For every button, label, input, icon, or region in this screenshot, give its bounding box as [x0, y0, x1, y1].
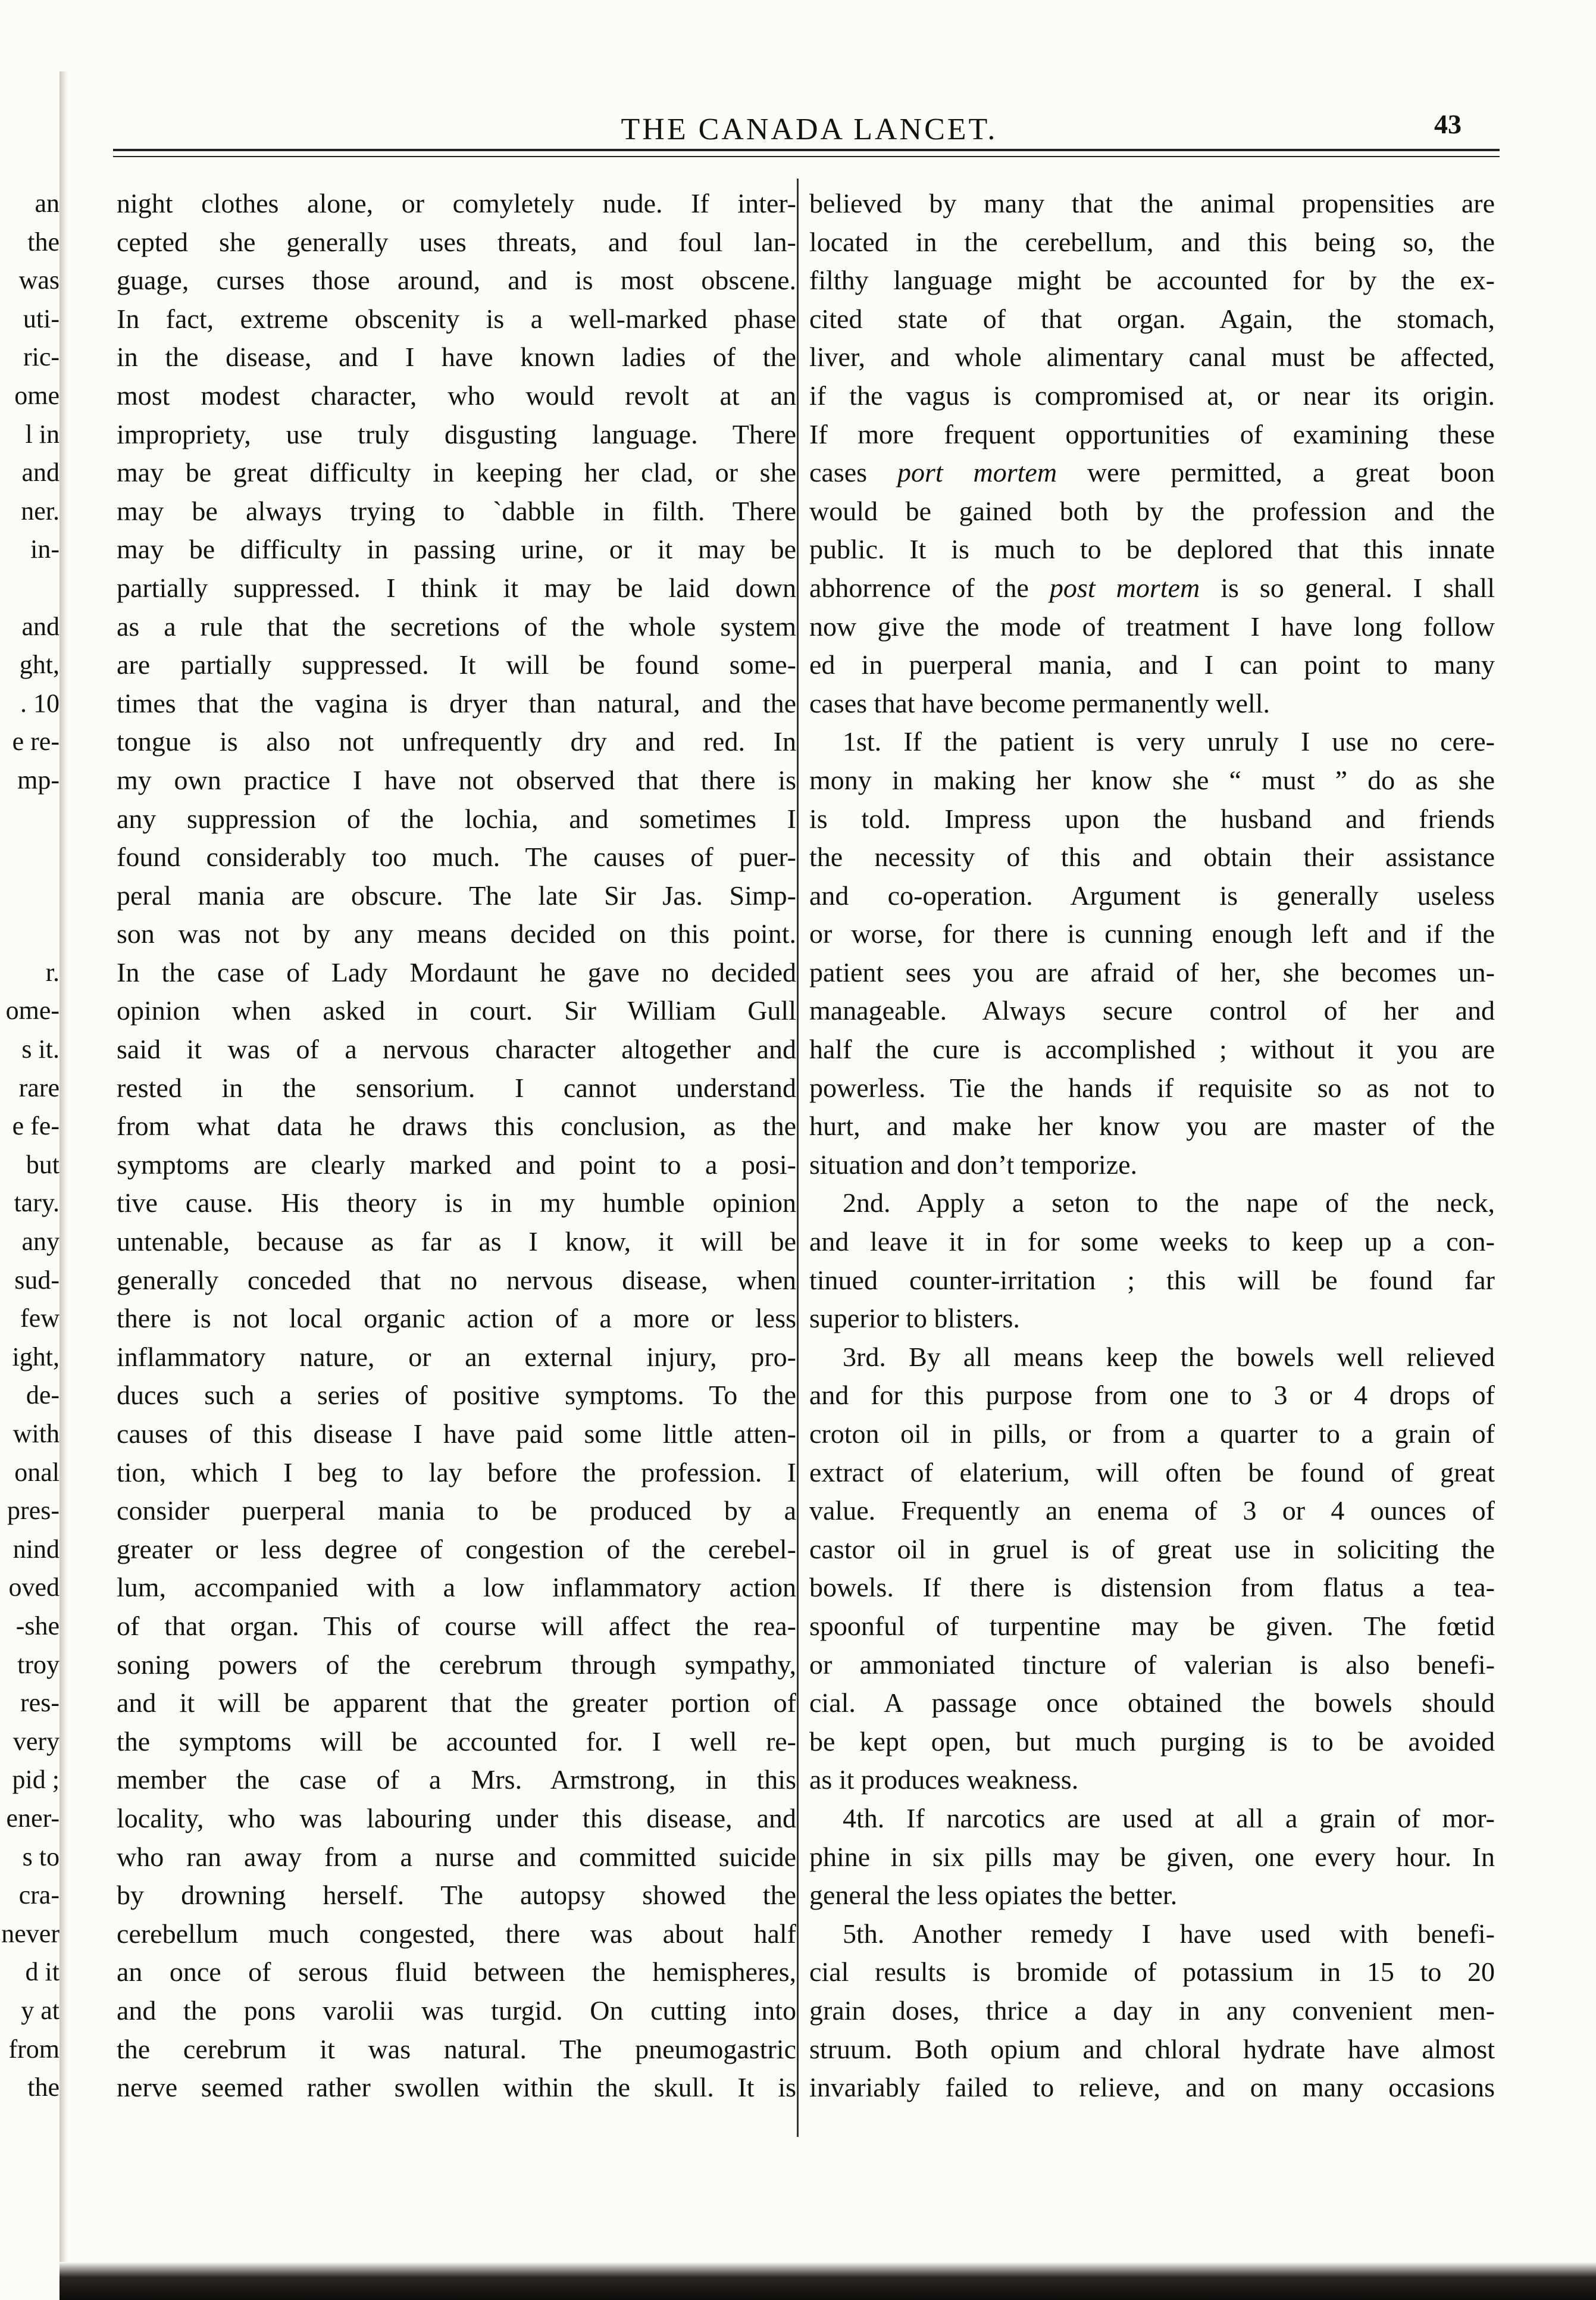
text-line: night clothes alone, or comyletely nude. If inter-	[117, 188, 796, 218]
text-line: is told. Impress upon the husband and friends	[809, 803, 1495, 834]
text-line: by drowning herself. The autopsy showed the	[117, 1880, 796, 1911]
text-line: In fact, extreme obscenity is a well-marked phase	[117, 303, 796, 334]
text-line: liver, and whole alimentary canal must be affected,	[809, 342, 1495, 373]
text-line: may be difficulty in passing urine, or it may be	[117, 534, 796, 565]
previous-page-fragment: r.	[45, 957, 60, 987]
text-line: there is not local organic action of a more or less	[117, 1303, 796, 1334]
text-line: 5th. Another remedy I have used with benefi-	[843, 1918, 1495, 1949]
previous-page-fragment: very	[12, 1726, 60, 1756]
header-rule	[113, 149, 1500, 151]
text-line: my own practice I have not observed that there is	[117, 764, 796, 795]
binding-edge	[60, 71, 68, 2274]
page-number: 43	[1434, 109, 1462, 139]
text-line: located in the cerebellum, and this being so, the	[809, 226, 1495, 257]
previous-page-fragment: e re-	[12, 727, 60, 757]
text-line: as a rule that the secretions of the whole system	[117, 611, 796, 642]
text-line: extract of elaterium, will often be found of great	[809, 1457, 1495, 1488]
text-line: an once of serous fluid between the hemispheres,	[117, 1957, 796, 1988]
previous-page-fragment: the	[27, 227, 60, 257]
text-line: be kept open, but much purging is to be avoided	[809, 1726, 1495, 1757]
text-line: may be great difficulty in keeping her clad, or she	[117, 457, 796, 488]
header-rule-thin	[113, 156, 1500, 157]
text-line: cases that have become permanently well.	[809, 688, 1270, 718]
text-line: any suppression of the lochia, and sometimes I	[117, 803, 796, 834]
text-line: castor oil in gruel is of great use in soliciting the	[809, 1533, 1495, 1564]
italic-phrase: port mortem	[897, 457, 1057, 488]
previous-page-fragment: and	[21, 611, 60, 641]
previous-page-fragment: in-	[30, 535, 60, 564]
text-line: 3rd. By all means keep the bowels well relieved	[843, 1341, 1495, 1372]
previous-page-fragment: l in	[25, 419, 60, 449]
previous-page-fragment: from	[8, 2034, 60, 2064]
text-line: In the case of Lady Mordaunt he gave no decided	[117, 957, 796, 988]
text-line: duces such a series of positive symptoms. To the	[117, 1380, 796, 1411]
previous-page-fragment: s to	[22, 1842, 60, 1871]
text-span: were permitted, a great boon	[1057, 457, 1495, 488]
text-line: inflammatory nature, or an external injury, pro-	[117, 1341, 796, 1372]
text-line: phine in six pills may be given, one every hour. In	[809, 1841, 1495, 1872]
previous-page-fragment: uti-	[23, 304, 60, 333]
previous-page-fragment: was	[18, 265, 60, 295]
previous-page-fragment: any	[21, 1227, 60, 1257]
previous-page-fragment: e fe-	[12, 1111, 60, 1141]
previous-page-fragment	[0, 877, 60, 915]
previous-page-fragment: y at	[21, 1995, 60, 2025]
previous-page-fragment: but	[26, 1149, 60, 1179]
text-line: said it was of a nervous character altogether and	[117, 1034, 796, 1065]
previous-page-fragment: res-	[20, 1688, 60, 1718]
text-line: the symptoms will be accounted for. I well re-	[117, 1726, 796, 1757]
text-line: and the pons varolii was turgid. On cutting into	[117, 1995, 796, 2026]
text-line: value. Frequently an enema of 3 or 4 ounces of	[809, 1495, 1495, 1526]
previous-page-fragment: . 10	[20, 688, 60, 718]
text-line: partially suppressed. I think it may be laid down	[117, 572, 796, 603]
text-line: public. It is much to be deplored that this innate	[809, 534, 1495, 565]
text-line: invariably failed to relieve, and on many occasions	[809, 2072, 1495, 2103]
text-line: from what data he draws this conclusion, as the	[117, 1111, 796, 1142]
text-line: patient sees you are afraid of her, she becomes un-	[809, 957, 1495, 988]
previous-page-fragment: and	[21, 458, 60, 488]
previous-page-fragment: de-	[26, 1380, 60, 1410]
text-line: soning powers of the cerebrum through sympathy,	[117, 1649, 796, 1680]
text-line: now give the mode of treatment I have long follow	[809, 611, 1495, 642]
text-line: struum. Both opium and chloral hydrate have almost	[809, 2033, 1495, 2064]
text-line: in the disease, and I have known ladies of the	[117, 342, 796, 373]
previous-page-fragment	[0, 800, 60, 839]
text-line: superior to blisters.	[809, 1303, 1020, 1334]
previous-page-fragment: onal	[14, 1457, 60, 1487]
text-line: tinued counter-irritation ; this will be found far	[809, 1264, 1495, 1295]
text-line: mony in making her know she “ must ” do as she	[809, 764, 1495, 795]
text-line: causes of this disease I have paid some little atten-	[117, 1418, 796, 1449]
text-line: filthy language might be accounted for by the ex-	[809, 265, 1495, 296]
previous-page-fragment: few	[20, 1304, 60, 1333]
previous-page-fragment: nind	[12, 1534, 60, 1564]
text-line: hurt, and make her know you are master of the	[809, 1111, 1495, 1142]
text-line: as it produces weakness.	[809, 1764, 1079, 1795]
previous-page-fragment: pres-	[7, 1496, 60, 1526]
previous-page-fragment: ome-	[5, 996, 60, 1026]
previous-page-fragment: ner.	[21, 496, 60, 526]
text-line: spoonful of turpentine may be given. The fœtid	[809, 1610, 1495, 1641]
text-line: manageable. Always secure control of her and	[809, 995, 1495, 1026]
previous-page-fragment: ight,	[12, 1342, 60, 1371]
text-line: and co-operation. Argument is generally useless	[809, 880, 1495, 911]
text-line: would be gained both by the profession and the	[809, 495, 1495, 526]
text-line: cited state of that organ. Again, the stomach,	[809, 303, 1495, 334]
text-line: croton oil in pills, or from a quarter to a grain of	[809, 1418, 1495, 1449]
previous-page-fragment: never	[1, 1918, 60, 1948]
previous-page-fragment: ght,	[19, 650, 60, 680]
previous-page-fragment: with	[12, 1419, 60, 1448]
text-line: tongue is also not unfrequently dry and red. In	[117, 726, 796, 757]
previous-page-fragment: ric-	[23, 342, 60, 372]
text-line: guage, curses those around, and is most obscene.	[117, 265, 796, 296]
previous-page-fragment: ener-	[6, 1803, 60, 1833]
text-line	[809, 569, 1495, 608]
text-line: cial. A passage once obtained the bowels should	[809, 1688, 1495, 1718]
text-line: who ran away from a nurse and committed suicide	[117, 1841, 796, 1872]
previous-page-fragment: sud-	[14, 1265, 60, 1295]
text-line: tion, which I beg to lay before the profession. I	[117, 1457, 796, 1488]
column-divider	[797, 179, 799, 2137]
right-column	[809, 185, 1495, 2107]
previous-page-fragment: rare	[18, 1073, 60, 1102]
text-line: 4th. If narcotics are used at all a grain of mor-	[843, 1802, 1495, 1833]
text-line: believed by many that the animal propensities are	[809, 188, 1495, 218]
text-line: cepted she generally uses threats, and foul lan-	[117, 226, 796, 257]
text-line: symptoms are clearly marked and point to a posi-	[117, 1149, 796, 1180]
text-line: general the less opiates the better.	[809, 1880, 1178, 1911]
previous-page-fragment: mp-	[17, 765, 60, 795]
text-line: and it will be apparent that the greater portion of	[117, 1688, 796, 1718]
previous-page-fragment: ome	[14, 380, 60, 410]
text-line: nerve seemed rather swollen within the skull. It is	[117, 2072, 796, 2103]
text-span: cases	[809, 457, 897, 488]
italic-phrase: post mortem	[1049, 572, 1200, 603]
text-line: the cerebrum it was natural. The pneumogastric	[117, 2033, 796, 2064]
previous-page-fragment: d it	[25, 1957, 60, 1987]
text-line: cerebellum much congested, there was about half	[117, 1918, 796, 1949]
left-column	[117, 185, 796, 2107]
previous-page-fragment: troy	[17, 1649, 60, 1679]
running-header-title: THE CANADA LANCET.	[621, 112, 998, 146]
text-line: or ammoniated tincture of valerian is also benefi-	[809, 1649, 1495, 1680]
text-line: locality, who was labouring under this disease, and	[117, 1802, 796, 1833]
text-line: peral mania are obscure. The late Sir Jas. Simp-	[117, 880, 796, 911]
previous-page-fragment: the	[27, 2073, 60, 2102]
text-line: half the cure is accomplished ; without it you are	[809, 1034, 1495, 1065]
text-line: times that the vagina is dryer than natural, and the	[117, 688, 796, 718]
text-line: generally conceded that no nervous disease, when	[117, 1264, 796, 1295]
text-line: son was not by any means decided on this point.	[117, 918, 796, 949]
text-line: 2nd. Apply a seton to the nape of the neck,	[843, 1188, 1495, 1218]
text-span: abhorrence of the	[809, 572, 1050, 603]
text-line: powerless. Tie the hands if requisite so as not to	[809, 1072, 1495, 1103]
text-line: 1st. If the patient is very unruly I use no cere-	[843, 726, 1495, 757]
text-line: member the case of a Mrs. Armstrong, in this	[117, 1764, 796, 1795]
text-line: and leave it in for some weeks to keep up a con-	[809, 1226, 1495, 1257]
text-line: are partially suppressed. It will be found some-	[117, 649, 796, 680]
text-line: ed in puerperal mania, and I can point to many	[809, 649, 1495, 680]
bottom-page-edge	[60, 2262, 1596, 2300]
text-line: and for this purpose from one to 3 or 4 drops of	[809, 1380, 1495, 1411]
text-line: tive cause. His theory is in my humble opinion	[117, 1188, 796, 1218]
previous-page-fragment: pid ;	[12, 1765, 60, 1795]
text-line: bowels. If there is distension from flatus a tea-	[809, 1572, 1495, 1603]
text-line: may be always trying to `dabble in filth. There	[117, 495, 796, 526]
previous-page-fragments	[0, 185, 60, 2208]
text-line: untenable, because as far as I know, it will be	[117, 1226, 796, 1257]
previous-page-fragment: -she	[15, 1611, 60, 1640]
text-line: or worse, for there is cunning enough left and if the	[809, 918, 1495, 949]
text-line: impropriety, use truly disgusting language. There	[117, 418, 796, 449]
previous-page-fragment: s it.	[21, 1035, 60, 1064]
previous-page-fragment	[0, 569, 60, 608]
text-line: greater or less degree of congestion of the cerebel-	[117, 1533, 796, 1564]
previous-page-fragment: tary.	[14, 1188, 60, 1218]
previous-page-fragment: an	[35, 189, 60, 218]
text-line: the necessity of this and obtain their assistance	[809, 842, 1495, 873]
text-line: cial results is bromide of potassium in 15 to 20	[809, 1957, 1495, 1988]
text-line: lum, accompanied with a low inflammatory action	[117, 1572, 796, 1603]
text-line: if the vagus is compromised at, or near its origin.	[809, 380, 1495, 411]
text-line: If more frequent opportunities of examining these	[809, 418, 1495, 449]
previous-page-fragment: cra-	[18, 1880, 60, 1910]
text-line: opinion when asked in court. Sir William Gull	[117, 995, 796, 1026]
text-line: grain doses, thrice a day in any convenient men-	[809, 1995, 1495, 2026]
previous-page-fragment	[0, 915, 60, 954]
text-line: rested in the sensorium. I cannot understand	[117, 1072, 796, 1103]
text-line: consider puerperal mania to be produced by a	[117, 1495, 796, 1526]
text-line	[809, 454, 1495, 492]
text-span: is so general. I shall	[1200, 572, 1495, 603]
text-line: found considerably too much. The causes of puer-	[117, 842, 796, 873]
text-line: situation and don’t temporize.	[809, 1149, 1138, 1180]
text-line: of that organ. This of course will affect the rea-	[117, 1610, 796, 1641]
previous-page-fragment: oved	[8, 1573, 60, 1602]
previous-page-fragment	[0, 838, 60, 877]
text-line: most modest character, who would revolt at an	[117, 380, 796, 411]
